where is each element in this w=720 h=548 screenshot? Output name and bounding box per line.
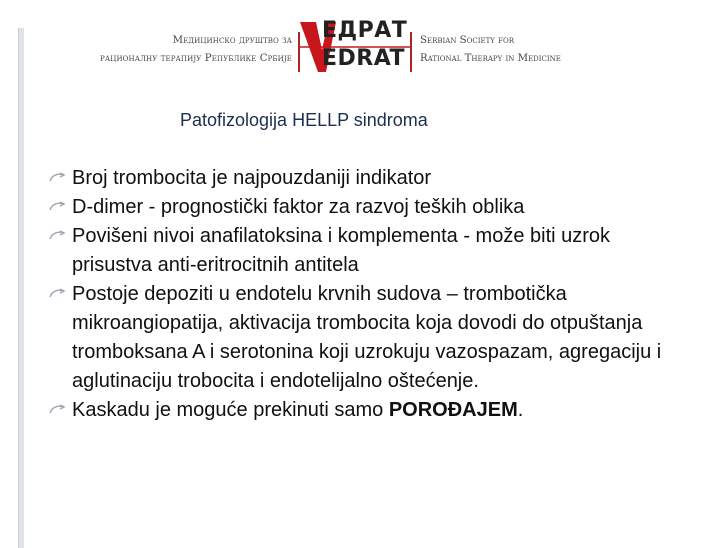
slide-title: Patofizologija HELLP sindroma bbox=[180, 110, 428, 130]
bullet-item bbox=[48, 280, 688, 396]
bullet-list bbox=[48, 164, 688, 425]
bullet-arrow-icon bbox=[48, 403, 66, 417]
bullet-item bbox=[48, 222, 688, 280]
logo-right-line-1: Serbian Society for bbox=[420, 35, 515, 46]
left-rule bbox=[18, 28, 24, 548]
bullet-arrow-icon bbox=[48, 171, 66, 185]
bullet-arrow-icon bbox=[48, 200, 66, 214]
bullet-item bbox=[48, 164, 688, 193]
logo-divider-right bbox=[410, 32, 412, 72]
bullet-text-suffix: . bbox=[517, 399, 524, 421]
bullet-item bbox=[48, 396, 688, 425]
bullet-text: Postoje depoziti u endotelu krvnih sudova – trombotička mikroangiopatija, aktivacija trombocita koja dovodi do otpuštanja tromboksana A i serotonina koji uzrokuju vazospazam, agregaciju i aglutinaciju trobocita i endotelijalno oštećenje. bbox=[72, 283, 662, 392]
bullet-text-prefix: Kaskadu je moguće prekinuti samo bbox=[72, 399, 389, 421]
logo-left-line-1: Медицинско друштво за bbox=[172, 35, 292, 46]
bullet-arrow-icon bbox=[48, 229, 66, 243]
bullet-text-emphasis: POROĐAJEM bbox=[388, 399, 518, 421]
bullet-text: Povišeni nivoi anafilatoksina i komplementa - može biti uzrok prisustva anti-eritrocitnih antitela bbox=[72, 225, 611, 276]
bullet-arrow-icon bbox=[48, 287, 66, 301]
logo-mark bbox=[298, 16, 410, 78]
bullet-text: Broj trombocita je najpouzdaniji indikator bbox=[72, 167, 432, 189]
logo-right-text bbox=[420, 32, 600, 68]
logo-left-text bbox=[72, 32, 292, 68]
logo-block bbox=[72, 14, 592, 86]
logo-left-line-2: рационалну терапију Републике Србије bbox=[100, 53, 292, 64]
bullet-item bbox=[48, 193, 688, 222]
logo-right-line-2: Rational Therapy in Medicine bbox=[420, 53, 561, 64]
logo-divider-left bbox=[298, 32, 300, 72]
logo-mark-cyrillic: ЕДРАТ bbox=[322, 18, 408, 43]
logo-mark-latin: EDRAT bbox=[322, 46, 406, 71]
bullet-text: D-dimer - prognostički faktor za razvoj teških oblika bbox=[72, 196, 525, 218]
